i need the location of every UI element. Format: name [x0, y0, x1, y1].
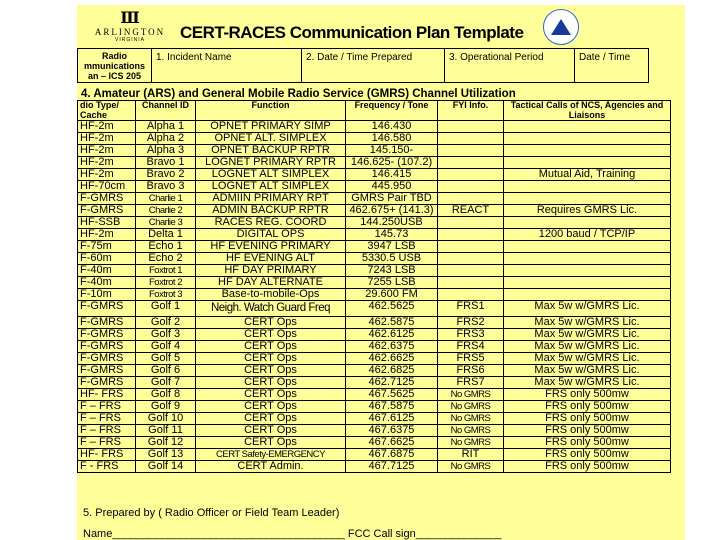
table-row — [78, 229, 671, 241]
cell-radio-type: HF-2m — [78, 145, 136, 157]
cell-function: LOGNET PRIMARY RPTR — [196, 157, 346, 169]
cell-channel-id: Bravo 2 — [136, 169, 196, 181]
cell-radio-type: F-GMRS — [78, 329, 136, 341]
cell-radio-type: HF- FRS — [78, 449, 136, 461]
cell-fyi-info — [438, 145, 504, 157]
cell-fyi-info: No GMRS — [438, 461, 504, 473]
cell-fyi-info — [438, 217, 504, 229]
cell-frequency: 467.6625 — [346, 437, 438, 449]
cell-tactical-calls: Max 5w w/GMRS Lic. — [504, 341, 671, 353]
cell-frequency: 467.5875 — [346, 401, 438, 413]
cell-radio-type: HF-2m — [78, 157, 136, 169]
table-row — [78, 289, 671, 301]
cell-frequency: 7243 LSB — [346, 265, 438, 277]
cell-tactical-calls — [504, 241, 671, 253]
table-row — [78, 133, 671, 145]
ics-form-label: Radio mmunications an – ICS 205 — [78, 49, 152, 82]
table-row — [78, 217, 671, 229]
channel-table — [77, 100, 671, 473]
cell-fyi-info — [438, 193, 504, 205]
cell-tactical-calls: FRS only 500mw — [504, 437, 671, 449]
cell-channel-id: Bravo 1 — [136, 157, 196, 169]
cell-function: LOGNET ALT SIMPLEX — [196, 169, 346, 181]
cell-frequency: 445.950 — [346, 181, 438, 193]
cell-fyi-info — [438, 265, 504, 277]
cell-radio-type: F – FRS — [78, 437, 136, 449]
cell-function: CERT Admin. — [196, 461, 346, 473]
cell-fyi-info — [438, 121, 504, 133]
cell-frequency: 144.250USB — [346, 217, 438, 229]
cell-fyi-info — [438, 253, 504, 265]
cell-channel-id: Golf 2 — [136, 317, 196, 329]
cell-fyi-info: No GMRS — [438, 389, 504, 401]
cell-function: CERT Ops — [196, 437, 346, 449]
cell-fyi-info — [438, 289, 504, 301]
table-row — [78, 353, 671, 365]
cell-fyi-info — [438, 181, 504, 193]
cell-channel-id: Foxtrot 1 — [136, 265, 196, 277]
arlington-logo: Ⅲ ARLINGTON VIRGINIA — [94, 8, 166, 43]
cell-frequency: 462.5875 — [346, 317, 438, 329]
cell-tactical-calls — [504, 193, 671, 205]
cell-tactical-calls: FRS only 500mw — [504, 389, 671, 401]
cell-radio-type: HF- FRS — [78, 389, 136, 401]
table-row — [78, 121, 671, 133]
cell-channel-id: Echo 2 — [136, 253, 196, 265]
column-header-fyi-info: FYI Info. — [438, 101, 504, 121]
cell-tactical-calls: Max 5w w/GMRS Lic. — [504, 317, 671, 329]
ics-header-row — [77, 48, 649, 83]
cell-fyi-info: No GMRS — [438, 425, 504, 437]
cell-fyi-info: FRS7 — [438, 377, 504, 389]
cell-tactical-calls: Max 5w w/GMRS Lic. — [504, 353, 671, 365]
table-row — [78, 181, 671, 193]
cell-radio-type: F-GMRS — [78, 341, 136, 353]
cell-radio-type: F-GMRS — [78, 365, 136, 377]
cell-fyi-info: REACT — [438, 205, 504, 217]
cell-frequency: 467.6875 — [346, 449, 438, 461]
cell-radio-type: F-GMRS — [78, 317, 136, 329]
date-time-field[interactable]: Date / Time — [579, 52, 631, 63]
cell-tactical-calls: FRS only 500mw — [504, 413, 671, 425]
cell-tactical-calls: Requires GMRS Lic. — [504, 205, 671, 217]
cell-fyi-info: FRS1 — [438, 301, 504, 317]
column-header-radio-type: dio Type/ Cache — [78, 101, 136, 121]
cell-function: HF DAY PRIMARY — [196, 265, 346, 277]
operational-period-field[interactable]: 3. Operational Period — [445, 49, 575, 82]
table-row — [78, 461, 671, 473]
cell-function: CERT Safety-EMERGENCY — [196, 449, 346, 461]
cell-tactical-calls — [504, 289, 671, 301]
cell-channel-id: Golf 10 — [136, 413, 196, 425]
table-row — [78, 145, 671, 157]
cell-tactical-calls: FRS only 500mw — [504, 425, 671, 437]
cell-function: ADMIIN PRIMARY RPT — [196, 193, 346, 205]
cell-fyi-info: No GMRS — [438, 437, 504, 449]
cell-tactical-calls — [504, 145, 671, 157]
cell-frequency: 7255 LSB — [346, 277, 438, 289]
cell-fyi-info — [438, 169, 504, 181]
cell-tactical-calls — [504, 265, 671, 277]
cell-radio-type: F – FRS — [78, 401, 136, 413]
table-row — [78, 437, 671, 449]
cell-channel-id: Foxtrot 2 — [136, 277, 196, 289]
cell-radio-type: F – FRS — [78, 425, 136, 437]
cell-frequency: 467.5625 — [346, 389, 438, 401]
cell-channel-id: Alpha 2 — [136, 133, 196, 145]
cell-radio-type: F - FRS — [78, 461, 136, 473]
cell-function: CERT Ops — [196, 317, 346, 329]
cell-tactical-calls: Mutual Aid, Training — [504, 169, 671, 181]
cell-fyi-info: FRS5 — [438, 353, 504, 365]
cell-frequency: 462.6125 — [346, 329, 438, 341]
cell-channel-id: Golf 6 — [136, 365, 196, 377]
cell-tactical-calls — [504, 277, 671, 289]
cell-function: CERT Ops — [196, 329, 346, 341]
table-row — [78, 205, 671, 217]
cell-frequency: 29.600 FM — [346, 289, 438, 301]
cell-function: CERT Ops — [196, 353, 346, 365]
cell-channel-id: Charlie 1 — [136, 193, 196, 205]
cell-fyi-info — [438, 229, 504, 241]
cell-function: OPNET ALT. SIMPLEX — [196, 133, 346, 145]
cell-tactical-calls: Max 5w w/GMRS Lic. — [504, 301, 671, 317]
cell-channel-id: Echo 1 — [136, 241, 196, 253]
table-row — [78, 341, 671, 353]
cell-tactical-calls — [504, 121, 671, 133]
cell-radio-type: F-GMRS — [78, 205, 136, 217]
cell-frequency: 467.7125 — [346, 461, 438, 473]
cell-radio-type: F-GMRS — [78, 193, 136, 205]
table-row — [78, 425, 671, 437]
cell-fyi-info: RIT — [438, 449, 504, 461]
cell-tactical-calls: FRS only 500mw — [504, 401, 671, 413]
cell-fyi-info — [438, 277, 504, 289]
cell-radio-type: F-10m — [78, 289, 136, 301]
cell-channel-id: Alpha 1 — [136, 121, 196, 133]
cell-function: CERT Ops — [196, 365, 346, 377]
cell-function: CERT Ops — [196, 341, 346, 353]
cell-radio-type: HF-2m — [78, 229, 136, 241]
table-row — [78, 253, 671, 265]
table-row — [78, 193, 671, 205]
cell-fyi-info: FRS3 — [438, 329, 504, 341]
cell-radio-type: HF-2m — [78, 169, 136, 181]
cell-function: CERT Ops — [196, 377, 346, 389]
cell-radio-type: F-60m — [78, 253, 136, 265]
date-time-prepared-field[interactable]: 2. Date / Time Prepared — [302, 49, 445, 82]
cell-function: CERT Ops — [196, 425, 346, 437]
cell-fyi-info: FRS2 — [438, 317, 504, 329]
cell-channel-id: Golf 11 — [136, 425, 196, 437]
column-header-channel-id: Channel ID — [136, 101, 196, 121]
cell-channel-id: Golf 4 — [136, 341, 196, 353]
table-row — [78, 401, 671, 413]
cell-channel-id: Golf 8 — [136, 389, 196, 401]
table-row — [78, 169, 671, 181]
document-page — [77, 5, 685, 540]
cell-fyi-info — [438, 241, 504, 253]
table-row — [78, 301, 671, 317]
cell-tactical-calls: Max 5w w/GMRS Lic. — [504, 377, 671, 389]
cell-function: Base-to-mobile-Ops — [196, 289, 346, 301]
cell-fyi-info: No GMRS — [438, 401, 504, 413]
table-row — [78, 317, 671, 329]
cell-radio-type: F-75m — [78, 241, 136, 253]
cell-radio-type: HF-70cm — [78, 181, 136, 193]
table-row — [78, 277, 671, 289]
cell-frequency: 462.675+ (141.3) — [346, 205, 438, 217]
page-title: CERT-RACES Communication Plan Template — [180, 23, 524, 42]
cell-channel-id: Golf 13 — [136, 449, 196, 461]
cell-tactical-calls — [504, 181, 671, 193]
table-row — [78, 365, 671, 377]
cell-frequency: 467.6125 — [346, 413, 438, 425]
cell-frequency: 462.6825 — [346, 365, 438, 377]
cell-frequency: 462.6375 — [346, 341, 438, 353]
cell-frequency: 145.150- — [346, 145, 438, 157]
cell-frequency: 462.6625 — [346, 353, 438, 365]
cell-radio-type: F-40m — [78, 265, 136, 277]
cell-tactical-calls: Max 5w w/GMRS Lic. — [504, 365, 671, 377]
prepared-by-label: 5. Prepared by ( Radio Officer or Field Team Leader) — [83, 507, 340, 519]
cell-frequency: 146.430 — [346, 121, 438, 133]
table-row — [78, 377, 671, 389]
table-row — [78, 265, 671, 277]
cell-tactical-calls: FRS only 500mw — [504, 449, 671, 461]
table-row — [78, 449, 671, 461]
cell-fyi-info: No GMRS — [438, 413, 504, 425]
cell-radio-type: F-40m — [78, 277, 136, 289]
cell-fyi-info: FRS6 — [438, 365, 504, 377]
cell-function: OPNET PRIMARY SIMP — [196, 121, 346, 133]
cell-tactical-calls: FRS only 500mw — [504, 461, 671, 473]
cell-function: CERT Ops — [196, 401, 346, 413]
cell-function: LOGNET ALT SIMPLEX — [196, 181, 346, 193]
cell-tactical-calls: 1200 baud / TCP/IP — [504, 229, 671, 241]
cell-function: DIGITAL OPS — [196, 229, 346, 241]
cell-function: ADMIN BACKUP RPTR — [196, 205, 346, 217]
cell-channel-id: Golf 5 — [136, 353, 196, 365]
cell-radio-type: F-GMRS — [78, 353, 136, 365]
cell-radio-type: F – FRS — [78, 413, 136, 425]
cell-radio-type: HF-2m — [78, 121, 136, 133]
cell-tactical-calls — [504, 157, 671, 169]
cell-frequency: 146.580 — [346, 133, 438, 145]
cell-frequency: 467.6375 — [346, 425, 438, 437]
section-4-heading: 4. Amateur (ARS) and General Mobile Radio Service (GMRS) Channel Utilization — [81, 88, 516, 100]
column-header-tactical-calls: Tactical Calls of NCS, Agencies and Liaisons — [504, 101, 671, 121]
cell-radio-type: F-GMRS — [78, 301, 136, 317]
cell-channel-id: Foxtrot 3 — [136, 289, 196, 301]
cell-radio-type: F-GMRS — [78, 377, 136, 389]
cell-channel-id: Bravo 3 — [136, 181, 196, 193]
table-row — [78, 241, 671, 253]
cell-tactical-calls — [504, 217, 671, 229]
cell-frequency: 146.415 — [346, 169, 438, 181]
table-row — [78, 413, 671, 425]
cell-channel-id: Golf 7 — [136, 377, 196, 389]
cell-frequency: 146.625- (107.2) — [346, 157, 438, 169]
cell-function: CERT Ops — [196, 389, 346, 401]
cell-tactical-calls — [504, 253, 671, 265]
cell-tactical-calls: Max 5w w/GMRS Lic. — [504, 329, 671, 341]
name-callsign-line[interactable]: Name______________________________________ FCC Call sign______________ — [83, 528, 502, 540]
cell-function: RACES REG. COORD — [196, 217, 346, 229]
cell-function: HF EVENING ALT — [196, 253, 346, 265]
cell-channel-id: Golf 9 — [136, 401, 196, 413]
cell-function: OPNET BACKUP RPTR — [196, 145, 346, 157]
cell-channel-id: Charlie 3 — [136, 217, 196, 229]
cell-function: Neigh. Watch Guard Freq — [196, 301, 346, 317]
cell-fyi-info: FRS4 — [438, 341, 504, 353]
cell-channel-id: Charlie 2 — [136, 205, 196, 217]
cell-function: CERT Ops — [196, 413, 346, 425]
cell-channel-id: Golf 12 — [136, 437, 196, 449]
cell-channel-id: Alpha 3 — [136, 145, 196, 157]
table-row — [78, 157, 671, 169]
cell-function: HF EVENING PRIMARY — [196, 241, 346, 253]
incident-name-field[interactable]: 1. Incident Name — [152, 49, 302, 82]
cell-channel-id: Golf 3 — [136, 329, 196, 341]
cell-channel-id: Golf 14 — [136, 461, 196, 473]
cell-fyi-info — [438, 157, 504, 169]
cell-radio-type: HF-2m — [78, 133, 136, 145]
column-header-function: Function — [196, 101, 346, 121]
races-seal-icon — [543, 9, 579, 45]
cell-frequency: 5330.5 USB — [346, 253, 438, 265]
cell-radio-type: HF-SSB — [78, 217, 136, 229]
cell-frequency: 462.7125 — [346, 377, 438, 389]
cell-tactical-calls — [504, 133, 671, 145]
cell-frequency: 462.5625 — [346, 301, 438, 317]
cell-fyi-info — [438, 133, 504, 145]
cell-frequency: GMRS Pair TBD — [346, 193, 438, 205]
cell-frequency: 3947 LSB — [346, 241, 438, 253]
cell-frequency: 145.73 — [346, 229, 438, 241]
table-row — [78, 329, 671, 341]
cell-channel-id: Delta 1 — [136, 229, 196, 241]
table-row — [78, 389, 671, 401]
cell-function: HF DAY ALTERNATE — [196, 277, 346, 289]
column-header-frequency: Frequency / Tone — [346, 101, 438, 121]
cell-channel-id: Golf 1 — [136, 301, 196, 317]
